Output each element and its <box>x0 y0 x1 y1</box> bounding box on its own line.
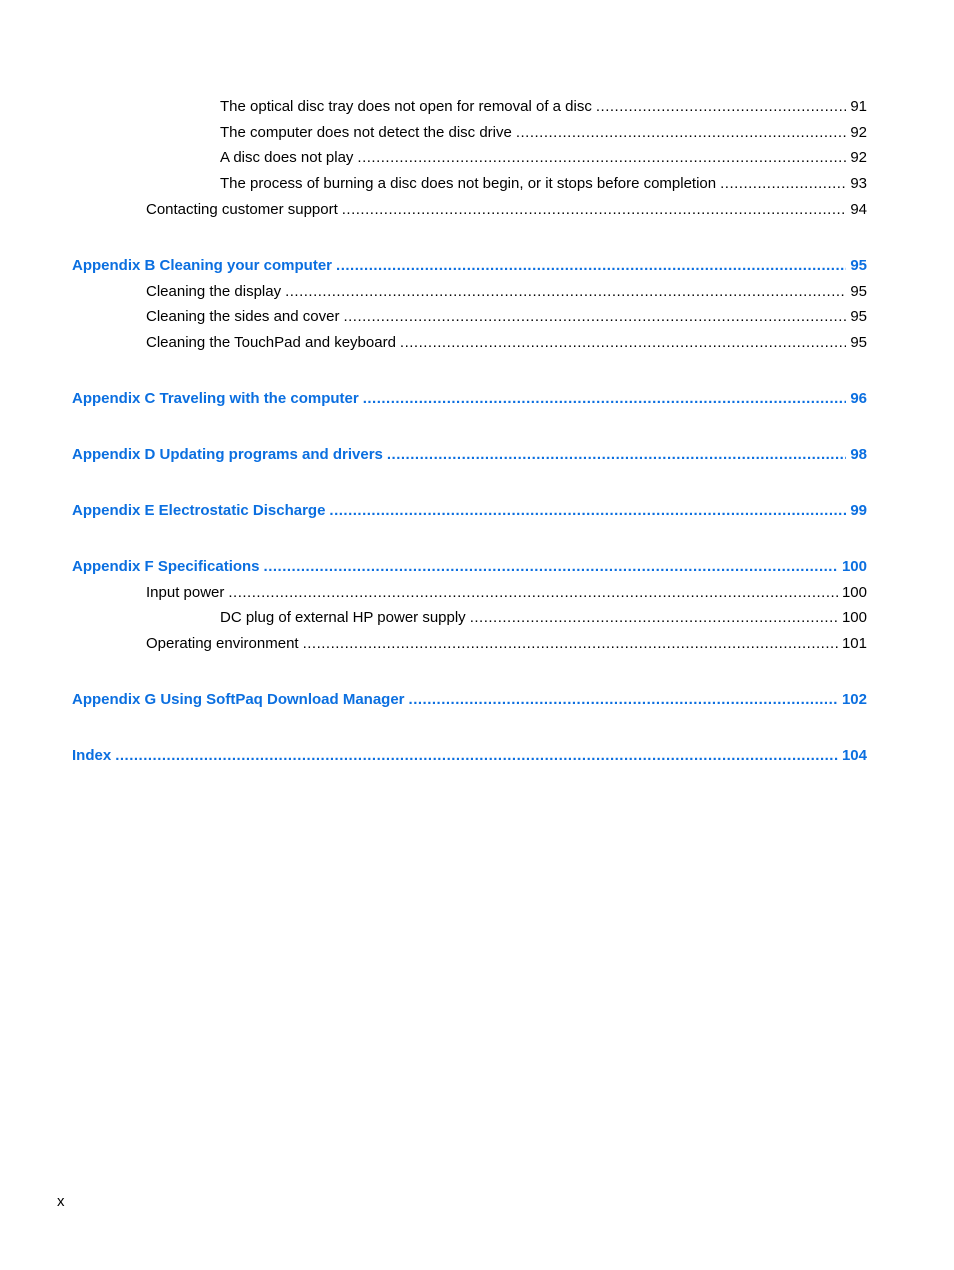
dot-leader <box>357 145 846 171</box>
dot-leader <box>285 279 846 305</box>
dot-leader <box>596 94 846 120</box>
toc-entry-label: The process of burning a disc does not begin, or it stops before completion <box>220 175 717 193</box>
toc-entry-page: 95 <box>850 333 867 351</box>
toc-entry-page: 104 <box>841 746 867 764</box>
toc-entry-label: The optical disc tray does not open for removal of a disc <box>220 98 592 115</box>
page-number: x <box>57 1193 65 1210</box>
toc-entry-label: Appendix C Traveling with the computer <box>72 389 359 407</box>
toc-entry-label: Appendix G Using SoftPaq Download Manager <box>72 690 405 708</box>
toc-entry-page: 100 <box>841 557 867 575</box>
toc-entry-label: Input power <box>146 583 225 601</box>
toc-entry[interactable] <box>72 580 867 606</box>
toc-entry-label: Appendix D Updating programs and drivers <box>72 445 383 463</box>
toc-entry-page: 91 <box>850 98 867 115</box>
dot-leader <box>264 554 838 580</box>
dot-leader <box>720 171 846 197</box>
dot-leader <box>303 631 838 657</box>
dot-leader <box>400 330 846 356</box>
toc-entry-page: 100 <box>841 609 867 627</box>
toc-entry-label: A disc does not play <box>220 149 354 167</box>
toc-entry-page: 94 <box>850 200 867 218</box>
toc-entry[interactable] <box>72 145 867 171</box>
toc-entry[interactable] <box>72 304 867 330</box>
toc-entry-page: 95 <box>850 282 867 300</box>
dot-leader <box>115 743 838 769</box>
toc-entry[interactable] <box>72 120 867 146</box>
toc-entry-label: Cleaning the display <box>146 282 282 300</box>
toc-entry-page: 96 <box>850 389 867 407</box>
dot-leader <box>342 197 847 223</box>
toc-appendix-entry[interactable] <box>72 687 867 713</box>
toc-appendix-entry[interactable] <box>72 442 867 468</box>
toc-entry[interactable] <box>72 330 867 356</box>
toc-entry-page: 92 <box>850 149 867 167</box>
toc-entry[interactable] <box>72 605 867 631</box>
dot-leader <box>336 253 846 279</box>
toc-index-entry[interactable] <box>72 743 867 769</box>
toc-entry[interactable] <box>72 279 867 305</box>
toc-entry-page: 102 <box>841 690 867 708</box>
toc-entry-page: 95 <box>850 308 867 326</box>
toc-appendix-entry[interactable] <box>72 498 867 524</box>
dot-leader <box>363 386 847 412</box>
dot-leader <box>516 120 846 146</box>
toc-entry[interactable] <box>72 631 867 657</box>
toc-entry-page: 101 <box>841 635 867 653</box>
toc-entry-label: Appendix F Specifications <box>72 557 260 575</box>
toc-entry[interactable] <box>72 171 867 197</box>
toc-entry-label: The computer does not detect the disc drive <box>220 123 512 141</box>
toc-entry[interactable] <box>72 197 867 223</box>
toc-entry-label: Operating environment <box>146 635 299 653</box>
toc-entry-page: 100 <box>841 583 867 601</box>
toc-entry-label: Contacting customer support <box>146 200 338 218</box>
dot-leader <box>409 687 838 713</box>
dot-leader <box>343 304 846 330</box>
toc-entry-page: 98 <box>850 445 867 463</box>
toc-entry[interactable] <box>72 94 867 120</box>
dot-leader <box>470 605 838 631</box>
toc-appendix-entry[interactable] <box>72 253 867 279</box>
toc-entry-page: 99 <box>850 501 867 519</box>
toc-entry-page: 92 <box>850 123 867 141</box>
toc-entry-label: Cleaning the TouchPad and keyboard <box>146 333 396 351</box>
dot-leader <box>329 498 846 524</box>
toc-appendix-entry[interactable] <box>72 554 867 580</box>
toc-entry-page: 93 <box>850 175 867 193</box>
table-of-contents <box>72 94 867 769</box>
toc-entry-page: 95 <box>850 256 867 274</box>
toc-entry-label: Cleaning the sides and cover <box>146 308 340 326</box>
toc-entry-label: Appendix E Electrostatic Discharge <box>72 501 326 519</box>
dot-leader <box>387 442 846 468</box>
toc-entry-label: Appendix B Cleaning your computer <box>72 256 333 274</box>
toc-entry-label: Index <box>72 746 112 764</box>
toc-entry-label: DC plug of external HP power supply <box>220 609 466 627</box>
dot-leader <box>228 580 838 606</box>
toc-appendix-entry[interactable] <box>72 386 867 412</box>
